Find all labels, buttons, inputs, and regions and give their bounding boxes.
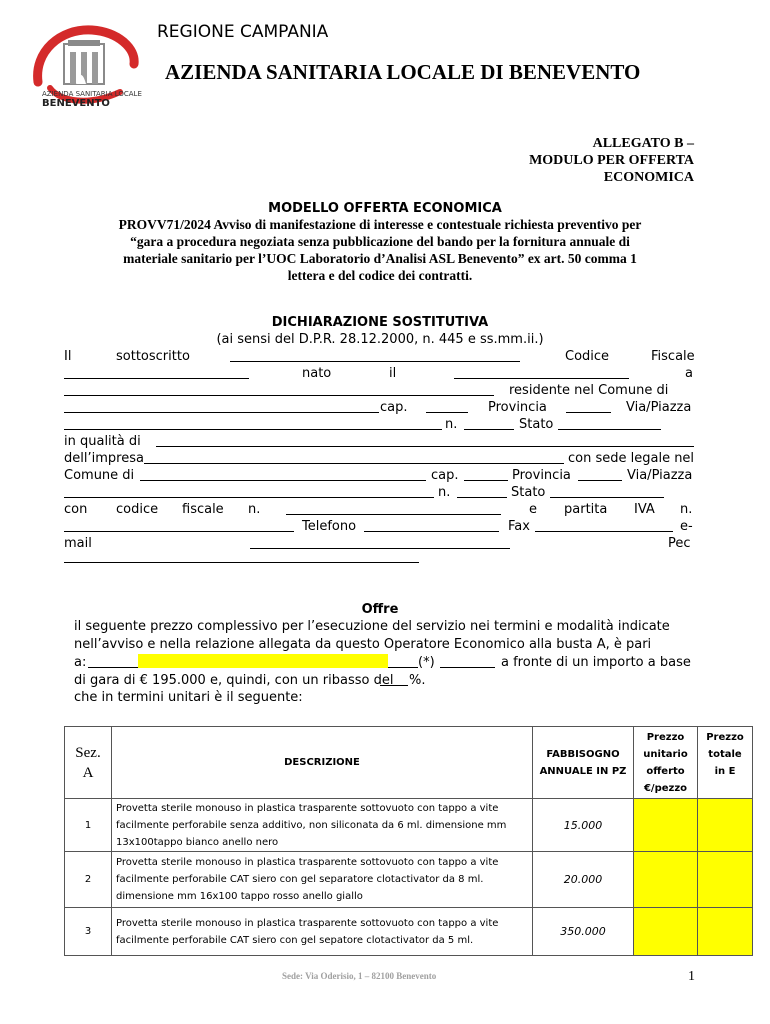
- row-total-price-cell[interactable]: [698, 852, 753, 908]
- field-cap2[interactable]: [464, 468, 508, 481]
- label-provincia: Provincia: [488, 400, 547, 415]
- label-fax: Fax: [508, 519, 530, 534]
- page-number: 1: [688, 969, 695, 984]
- label-fiscale2: fiscale: [182, 502, 224, 517]
- row-desc-line: dimensione mm 16x100 tappo rosso anello giallo: [116, 891, 363, 902]
- model-title: MODELLO OFFERTA ECONOMICA: [268, 201, 502, 216]
- label-il: Il: [64, 349, 72, 364]
- field-stato[interactable]: [558, 417, 661, 430]
- label-codice2: codice: [116, 502, 159, 517]
- header-pu3: offerto: [646, 765, 685, 777]
- row-total-price-cell[interactable]: [698, 799, 753, 852]
- table-row: [65, 908, 753, 956]
- label-fronte: a fronte di un importo a base: [501, 655, 691, 670]
- header-pt1: Prezzo: [706, 732, 744, 743]
- header-sez-label: Sez.: [75, 744, 101, 761]
- logo-line2: BENEVENTO: [42, 98, 110, 109]
- allegato-block: [529, 135, 694, 186]
- row-description: [112, 852, 533, 908]
- header-sez-a: A: [82, 764, 94, 781]
- asl-logo: [30, 22, 140, 114]
- header-fabb2: ANNUALE IN PZ: [539, 765, 627, 777]
- row-desc-line: facilmente perforabile CAT siero con gel separatore clotactivator da 8 ml.: [116, 874, 484, 885]
- field-cf-impresa[interactable]: [286, 502, 501, 515]
- provv-line4: lettera e del codice dei contratti.: [287, 268, 473, 283]
- header-pu1: Prezzo: [646, 731, 685, 743]
- header-pu2: unitario: [643, 748, 688, 760]
- field-provincia[interactable]: [566, 400, 611, 413]
- label-e: e: [529, 502, 537, 517]
- row-unit-price-cell[interactable]: [634, 852, 698, 908]
- field-via2[interactable]: [64, 485, 434, 498]
- field-provincia2[interactable]: [578, 468, 622, 481]
- offer-line5: che in termini unitari è il seguente:: [74, 690, 303, 705]
- row-desc-line: Provetta sterile monouso in plastica trasparente sottovuoto con tappo a vite: [116, 802, 499, 814]
- row-desc-line: Provetta sterile monouso in plastica trasparente sottovuoto con tappo a vite: [116, 917, 499, 929]
- label-cap2: cap.: [431, 468, 459, 483]
- field-luogo-nascita[interactable]: [64, 383, 494, 396]
- header-pt3: in E: [714, 766, 736, 777]
- field-cap[interactable]: [426, 400, 468, 413]
- table-header-row: [65, 727, 753, 799]
- header-fabb1: FABBISOGNO: [546, 748, 620, 760]
- row-description: [112, 908, 533, 956]
- label-comune-di: Comune di: [64, 468, 135, 483]
- label-cap: cap.: [380, 400, 408, 415]
- header-pu4: €/pezzo: [643, 782, 688, 794]
- field-civico[interactable]: [464, 417, 514, 430]
- price-table: [64, 726, 753, 956]
- label-fiscale: Fiscale: [651, 349, 695, 364]
- field-parenthetical[interactable]: [440, 655, 495, 668]
- row-desc-line: 13x100tappo bianco anello nero: [116, 836, 279, 848]
- provv-line2: “gara a procedura negoziata senza pubblicazione del bando per la fornitura annuale di: [130, 234, 630, 249]
- allegato-line2: MODULO PER OFFERTA: [529, 153, 694, 168]
- footer-address: Sede: Via Oderisio, 1 – 82100 Benevento: [282, 971, 437, 981]
- label-provincia2: Provincia: [512, 468, 571, 483]
- offer-title: Offre: [361, 602, 399, 617]
- header-descrizione: DESCRIZIONE: [112, 727, 533, 799]
- price-highlight: [138, 654, 388, 668]
- field-telefono[interactable]: [364, 519, 499, 532]
- label-paren: (*): [418, 655, 435, 670]
- field-codice-fiscale[interactable]: [64, 366, 249, 379]
- label-impresa: dell’impresa: [64, 451, 144, 466]
- field-impresa[interactable]: [144, 451, 564, 464]
- field-civico2[interactable]: [457, 485, 507, 498]
- table-row: [65, 852, 753, 908]
- row-qty: 350.000: [533, 908, 634, 956]
- label-iva: IVA: [634, 502, 655, 517]
- field-data-nascita[interactable]: [454, 366, 629, 379]
- row-qty: 20.000: [533, 852, 634, 908]
- row-desc-line: Provetta sterile monouso in plastica trasparente sottovuoto con tappo a vite: [116, 857, 499, 868]
- label-n2: n.: [438, 485, 451, 500]
- offer-line2: nell’avviso e nella relazione allegata da questo Operatore Economico alla busta A, è pari: [74, 637, 652, 652]
- allegato-line1: ALLEGATO B –: [592, 136, 694, 151]
- row-number: 2: [65, 852, 112, 908]
- decl-title: DICHIARAZIONE SOSTITUTIVA: [271, 315, 489, 330]
- row-unit-price-cell[interactable]: [634, 908, 698, 956]
- agency-title: AZIENDA SANITARIA LOCALE DI BENEVENTO: [165, 60, 641, 84]
- label-il2: il: [389, 366, 397, 381]
- header-sez: [65, 727, 112, 799]
- row-number: 1: [65, 799, 112, 852]
- label-partita: partita: [564, 502, 608, 517]
- label-a-colon: a:: [74, 655, 87, 670]
- offer-line1: il seguente prezzo complessivo per l’esecuzione del servizio nei termini e modalità indicate: [74, 619, 670, 634]
- field-email[interactable]: [250, 536, 510, 549]
- label-stato: Stato: [519, 417, 554, 432]
- row-desc-line: facilmente perforabile senza additivo, non siliconata da 6 ml. dimensione mm: [116, 819, 507, 831]
- label-sede-legale: con sede legale nel: [568, 451, 695, 466]
- label-ribasso: di gara di € 195.000 e, quindi, con un ribasso del: [74, 673, 394, 688]
- row-qty: 15.000: [533, 799, 634, 852]
- table-row: [65, 799, 753, 852]
- field-piva[interactable]: [64, 519, 294, 532]
- label-sottoscritto: sottoscritto: [116, 349, 190, 364]
- field-comune-sede[interactable]: [140, 468, 426, 481]
- label-a: a: [685, 366, 693, 381]
- field-via[interactable]: [64, 417, 442, 430]
- label-via: Via/Piazza: [626, 400, 692, 415]
- region-title: REGIONE CAMPANIA: [157, 22, 329, 42]
- label-e-dash: e-: [680, 519, 693, 534]
- row-number: 3: [65, 908, 112, 956]
- label-n: n.: [445, 417, 458, 432]
- header-prezzo-unitario: [634, 727, 698, 799]
- label-qualita: in qualità di: [64, 434, 141, 449]
- label-con: con: [64, 502, 88, 517]
- row-desc-line: facilmente perforabile CAT siero con gel sepatore clotactivator da 5 ml.: [116, 934, 474, 946]
- label-n3: n.: [248, 502, 261, 517]
- label-mail: mail: [64, 536, 92, 551]
- field-pec[interactable]: [64, 550, 419, 563]
- field-fax[interactable]: [535, 519, 673, 532]
- header-pt2: totale: [708, 749, 742, 760]
- field-comune-residenza[interactable]: [64, 400, 379, 413]
- label-via2: Via/Piazza: [627, 468, 693, 483]
- label-n4: n.: [680, 502, 693, 517]
- label-codice: Codice: [565, 349, 610, 364]
- label-pct: %.: [409, 673, 426, 688]
- logo-line1: AZIENDA SANITARIA LOCALE: [42, 90, 142, 98]
- provv-line1: PROVV71/2024 Avviso di manifestazione di interesse e contestuale richiesta preventivo per: [118, 217, 642, 232]
- allegato-line3: ECONOMICA: [603, 170, 694, 185]
- provv-block: [60, 216, 700, 284]
- label-nato: nato: [302, 366, 332, 381]
- row-description: [112, 799, 533, 852]
- label-telefono: Telefono: [302, 519, 357, 534]
- label-pec: Pec: [668, 536, 691, 551]
- label-stato2: Stato: [511, 485, 546, 500]
- header-prezzo-totale: [698, 727, 753, 799]
- field-sottoscritto[interactable]: [230, 349, 520, 362]
- decl-subtitle: (ai sensi del D.P.R. 28.12.2000, n. 445 e ss.mm.ii.): [216, 332, 544, 347]
- label-residente: residente nel Comune di: [509, 383, 669, 398]
- row-total-price-cell[interactable]: [698, 908, 753, 956]
- field-ribasso[interactable]: [380, 673, 408, 686]
- row-unit-price-cell[interactable]: [634, 799, 698, 852]
- field-qualita[interactable]: [156, 434, 694, 447]
- provv-line3: materiale sanitario per l’UOC Laboratorio d’Analisi ASL Benevento” ex art. 50 comma 1: [123, 251, 637, 266]
- header-fabbisogno: [533, 727, 634, 799]
- field-stato2[interactable]: [550, 485, 664, 498]
